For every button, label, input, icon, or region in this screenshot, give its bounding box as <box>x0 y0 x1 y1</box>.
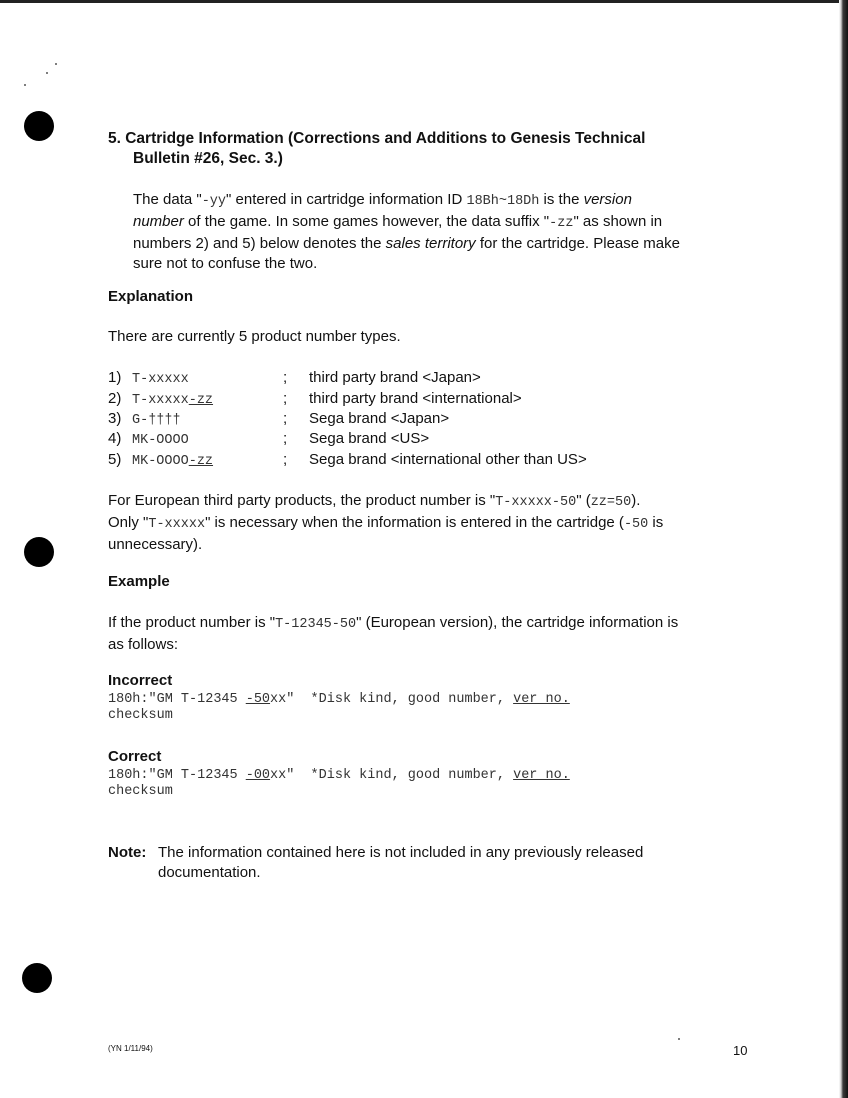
product-type-item <box>108 389 668 409</box>
intro-code: -yy <box>201 194 227 209</box>
intro-text: " as shown in <box>573 213 663 230</box>
product-code: G-†††† <box>132 413 181 428</box>
item-number: 4) <box>108 430 122 447</box>
item-number: 2) <box>108 390 122 407</box>
code-highlight: -00 <box>245 768 271 783</box>
example-title: Example <box>108 573 170 590</box>
product-code-suffix: -zz <box>188 454 214 469</box>
product-code-suffix: -zz <box>188 393 214 408</box>
european-line-2 <box>108 513 768 535</box>
product-code: T-xxxxx <box>132 393 189 408</box>
page-edge-right <box>839 0 848 1098</box>
example-line-1 <box>108 613 768 635</box>
example-line-2: as follows: <box>108 636 179 653</box>
product-type-description: third party brand <international> <box>309 390 522 407</box>
separator: ; <box>283 430 288 447</box>
intro-text: The data " <box>133 191 202 208</box>
scan-speck <box>678 1038 680 1040</box>
footer-doc-code: (YN 1/11/94) <box>108 1044 153 1053</box>
european-paragraph <box>108 491 768 555</box>
binder-hole-bottom <box>22 963 52 993</box>
code-text: xx" *Disk kind, good number, <box>270 692 514 707</box>
intro-line-3 <box>133 234 773 254</box>
intro-code: 18Bh~18Dh <box>466 194 540 209</box>
separator: ; <box>283 410 288 427</box>
intro-emphasis: sales territory <box>385 235 476 252</box>
separator: ; <box>283 369 288 386</box>
european-text: For European third party products, the product number is " <box>108 492 496 509</box>
european-text: is <box>648 514 664 531</box>
page-edge-top <box>0 0 848 3</box>
intro-paragraph <box>133 190 773 274</box>
correct-code-line-1 <box>108 768 570 784</box>
incorrect-title: Incorrect <box>108 672 173 689</box>
explanation-text: There are currently 5 product number types. <box>108 328 401 345</box>
scan-speck <box>55 63 57 65</box>
page-number: 10 <box>733 1043 748 1058</box>
product-type-description: Sega brand <Japan> <box>309 410 450 427</box>
binder-hole-top <box>24 111 54 141</box>
european-text: " is necessary when the information is entered in the cartridge ( <box>205 514 624 531</box>
explanation-title: Explanation <box>108 288 194 305</box>
european-code: T-xxxxx-50 <box>495 495 577 510</box>
intro-text: of the game. In some games however, the data suffix " <box>183 213 550 230</box>
intro-text: is the <box>539 191 584 208</box>
product-type-description: third party brand <Japan> <box>309 369 481 386</box>
section-heading <box>108 129 645 149</box>
intro-text: for the cartridge. Please make <box>475 235 680 252</box>
note-label: Note: <box>108 844 147 861</box>
scan-speck <box>24 84 26 86</box>
intro-line-2 <box>133 212 773 234</box>
intro-emphasis: number <box>133 213 184 230</box>
code-text: 180h:"GM T-12345 <box>108 768 246 783</box>
code-highlight: ver no. <box>513 768 570 783</box>
product-code: MK-OOOO <box>132 433 189 448</box>
european-text: Only " <box>108 514 149 531</box>
example-paragraph <box>108 613 768 655</box>
separator: ; <box>283 451 288 468</box>
scan-speck <box>46 72 48 74</box>
separator: ; <box>283 390 288 407</box>
intro-line-4: sure not to confuse the two. <box>133 255 318 272</box>
example-text: " (European version), the cartridge information is <box>356 614 679 631</box>
code-text: 180h:"GM T-12345 <box>108 692 246 707</box>
section-heading-continued <box>133 149 283 169</box>
intro-text: numbers 2) and 5) below denotes the <box>133 235 386 252</box>
european-code: -50 <box>623 517 649 532</box>
intro-line-1 <box>133 190 773 212</box>
note-line-2: documentation. <box>158 864 261 881</box>
product-type-description: Sega brand <US> <box>309 430 430 447</box>
item-number: 1) <box>108 369 122 386</box>
product-code: MK-OOOO <box>132 454 189 469</box>
european-text: ). <box>631 492 641 509</box>
code-highlight: -50 <box>245 692 271 707</box>
binder-hole-middle <box>24 537 54 567</box>
section-heading-line2: Bulletin #26, Sec. 3.) <box>133 150 283 167</box>
intro-emphasis: version <box>583 191 632 208</box>
european-code: T-xxxxx <box>148 517 206 532</box>
product-type-item <box>108 409 668 429</box>
correct-title: Correct <box>108 748 162 765</box>
note-line-1: The information contained here is not included in any previously released <box>158 844 644 861</box>
product-type-description: Sega brand <international other than US> <box>309 451 587 468</box>
product-type-item <box>108 450 668 470</box>
european-line-3: unnecessary). <box>108 536 203 553</box>
section-heading-line1: 5. Cartridge Information (Corrections and Additions to Genesis Technical <box>108 130 646 147</box>
example-code: T-12345-50 <box>275 617 357 632</box>
product-type-item <box>108 429 668 449</box>
item-number: 3) <box>108 410 122 427</box>
incorrect-code-line-2: checksum <box>108 708 173 723</box>
item-number: 5) <box>108 451 122 468</box>
product-type-item <box>108 368 668 388</box>
code-text: xx" *Disk kind, good number, <box>270 768 514 783</box>
code-highlight: ver no. <box>513 692 570 707</box>
correct-code-line-2: checksum <box>108 784 173 799</box>
european-code: zz=50 <box>590 495 632 510</box>
european-line-1 <box>108 491 768 513</box>
incorrect-code-line-1 <box>108 692 570 708</box>
example-text: If the product number is " <box>108 614 276 631</box>
intro-text: " entered in cartridge information ID <box>226 191 467 208</box>
intro-code: -zz <box>549 216 574 231</box>
european-text: " ( <box>576 492 591 509</box>
product-code: T-xxxxx <box>132 372 189 387</box>
